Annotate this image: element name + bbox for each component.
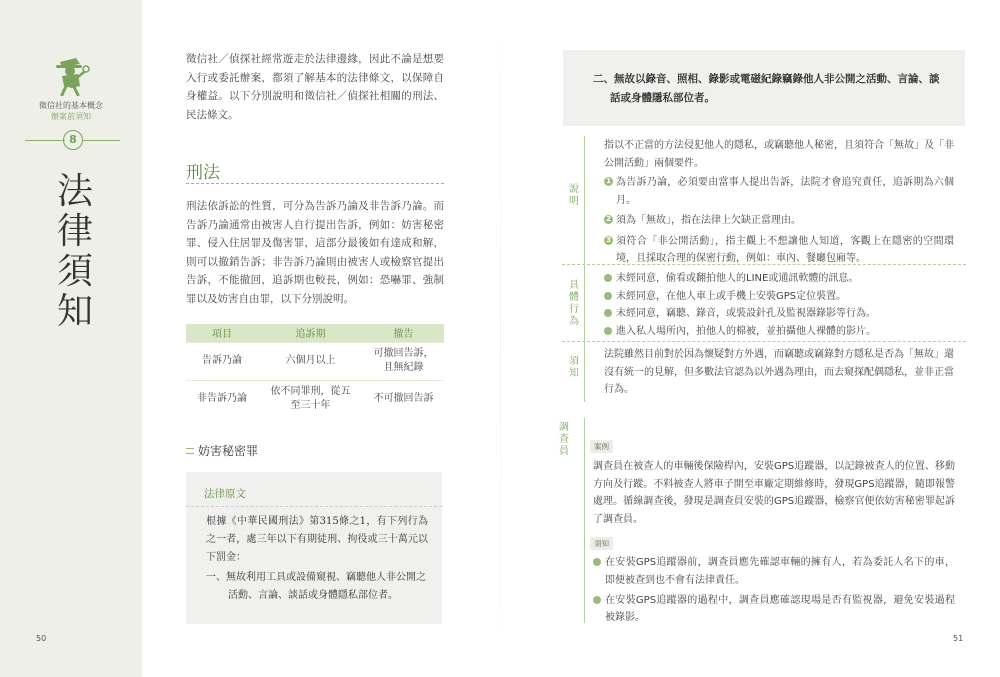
table-row <box>186 342 444 380</box>
table-cell: 六個月以上 <box>258 342 363 380</box>
chapter-number: 8 <box>63 130 83 150</box>
table-cell: 非告訴乃論 <box>186 380 258 418</box>
tips-tag: 須知 <box>590 537 613 550</box>
list-item: 在安裝GPS追蹤器的過程中，調查員應確認現場是否有監視器，避免安裝過程被錄影。 <box>593 592 955 627</box>
table-cell: 依不同罪刑，從五至三十年 <box>258 380 363 418</box>
investigator-label <box>558 422 572 458</box>
intro-paragraph: 徵信社／偵探社經常遊走於法律邊緣，因此不論是想要入行或委託辦案，都須了解基本的法律條文，以保障自身權益。以下分別說明和徵信社／偵探社相關的刑法、民法條文。 <box>186 53 444 121</box>
list-item: 未經同意，竊聽、錄音，或裝設針孔及監視器錄影等行為。 <box>604 305 954 323</box>
chapter-title-char: 知 <box>56 291 93 332</box>
list-item <box>604 212 954 230</box>
divider <box>186 183 444 184</box>
section-title: 妨害秘密罪 <box>198 444 259 458</box>
number-badge: 2 <box>604 215 613 224</box>
divider <box>562 341 966 342</box>
acts-label-text: 具體行為 <box>569 280 579 327</box>
detective-icon <box>52 52 90 96</box>
note-label <box>568 356 582 380</box>
list-item-text: 為告訴乃論，必須要由當事人提出告訴，法院才會追究責任，追訴期為六個月。 <box>616 177 954 206</box>
list-item: 進入私人場所內，拍他人的棉被，並拍攝他人裸體的影片。 <box>604 323 954 341</box>
law-box-text: 根據《中華民國刑法》第315條之1，有下列行為之一者，處三年以下有期徒刑、拘役或三十萬元以下罰金： <box>206 516 428 563</box>
article-text: 二、無故以錄音、照相、錄影或電磁紀錄竊錄他人非公開之活動、言論、談話或身體隱私部位者。 <box>593 73 940 104</box>
acts-label <box>568 280 582 328</box>
prosecution-table <box>186 324 444 418</box>
number-badge: 3 <box>604 236 613 245</box>
article-box <box>563 50 965 126</box>
page-number-left: 50 <box>36 634 47 643</box>
law-box-title: 法律原文 <box>204 488 246 500</box>
investigator-label-text: 調查員 <box>559 422 569 457</box>
table-row <box>186 380 444 418</box>
criminal-law-heading: 刑法 <box>186 163 220 183</box>
criminal-law-paragraph: 刑法依訴訟的性質，可分為告訴乃論及非告訴乃論。而告訴乃論通常由被害人自行提出告訴，例如：妨害秘密罪、侵入住居罪及傷害罪，這部分最後如有達成和解，則可以撤銷告訴；非告訴乃論則由被害人或檢察官提出告訴，不能撤回，追訴期也較長，例如：恐嚇罪、強制罪以及妨害自由罪，以下分別說明。 <box>186 200 444 305</box>
list-item: 未經同意，偷看或翻拍他人的LINE或通訊軟體的訊息。 <box>604 270 954 288</box>
chapter-sidebar <box>0 0 142 677</box>
tips-list <box>593 554 955 629</box>
explain-label-text: 說明 <box>569 184 579 207</box>
law-box-item: 一、無故利用工具或設備窺視、竊聽他人非公開之活動、言論、談話或身體隱私部位者。 <box>206 572 426 601</box>
table-header: 項目 <box>186 324 258 342</box>
case-tag: 案例 <box>590 440 613 453</box>
note-label-text: 須知 <box>569 356 579 379</box>
explain-text: 指以不正當的方法侵犯他人的隱私，或竊聽他人秘密，且須符合「無故」及「非公開活動」兩個要件。 <box>604 140 954 169</box>
explain-label <box>568 184 582 208</box>
list-item-text: 須符合「非公開活動」，指主觀上不想讓他人知道，客觀上在隱密的空間環境，且採取合理的保密行動，例如：車內、餐廳包廂等。 <box>616 235 954 264</box>
law-text-box <box>186 472 442 624</box>
section-marker-icon <box>186 448 194 454</box>
divider <box>562 264 966 265</box>
explain-list <box>604 174 954 271</box>
table-header-row <box>186 324 444 342</box>
chapter-title-char: 須 <box>56 251 93 292</box>
table-header: 追訴期 <box>258 324 363 342</box>
chapter-subcategory: 辦案前須知 <box>51 112 91 121</box>
chapter-title-char: 法 <box>56 171 93 212</box>
acts-list <box>604 270 954 340</box>
table-cell: 不可撤回告訴 <box>363 380 444 418</box>
page-fold <box>500 0 501 677</box>
list-item-text: 須為「無故」，指在法律上欠缺正當理由。 <box>616 215 801 226</box>
chapter-category: 徵信社的基本概念 <box>39 101 103 110</box>
note-text: 法院雖然目前對於因為懷疑對方外遇，而竊聽或竊錄對方隱私是否為「無故」還沒有統一的見解，但多數法官認為以外遇為理由，而去窺探配偶隱私，並非正當行為。 <box>604 349 954 395</box>
table-cell: 可撤回告訴，且無紀錄 <box>363 342 444 380</box>
divider <box>186 506 442 507</box>
chapter-title-char: 律 <box>56 211 93 252</box>
table-cell: 告訴乃論 <box>186 342 258 380</box>
table-header: 撤告 <box>363 324 444 342</box>
list-item: 在安裝GPS追蹤器前，調查員應先確認車輛的擁有人，若為委託人名下的車，即便被查到也不會有法律責任。 <box>593 554 955 589</box>
number-badge: 1 <box>604 177 613 186</box>
divider <box>584 136 585 402</box>
divider <box>25 140 65 141</box>
chapter-title <box>50 172 100 332</box>
divider <box>584 418 585 623</box>
page-number-right: 51 <box>953 634 964 643</box>
divider <box>83 140 120 141</box>
list-item <box>604 233 954 268</box>
list-item <box>604 174 954 209</box>
case-text: 調查員在被查人的車輛後保險桿內，安裝GPS追蹤器，以記錄被查人的位置、移動方向及行蹤。不料被查人將車子開至車廠定期維修時，發現GPS追蹤器，隨即報警處理。循線調查後，發現是調查員安裝的GPS追蹤器，檢察官便依妨害秘密罪起訴了調查員。 <box>593 461 955 525</box>
list-item: 未經同意，在他人車上或手機上安裝GPS定位裝置。 <box>604 288 954 306</box>
